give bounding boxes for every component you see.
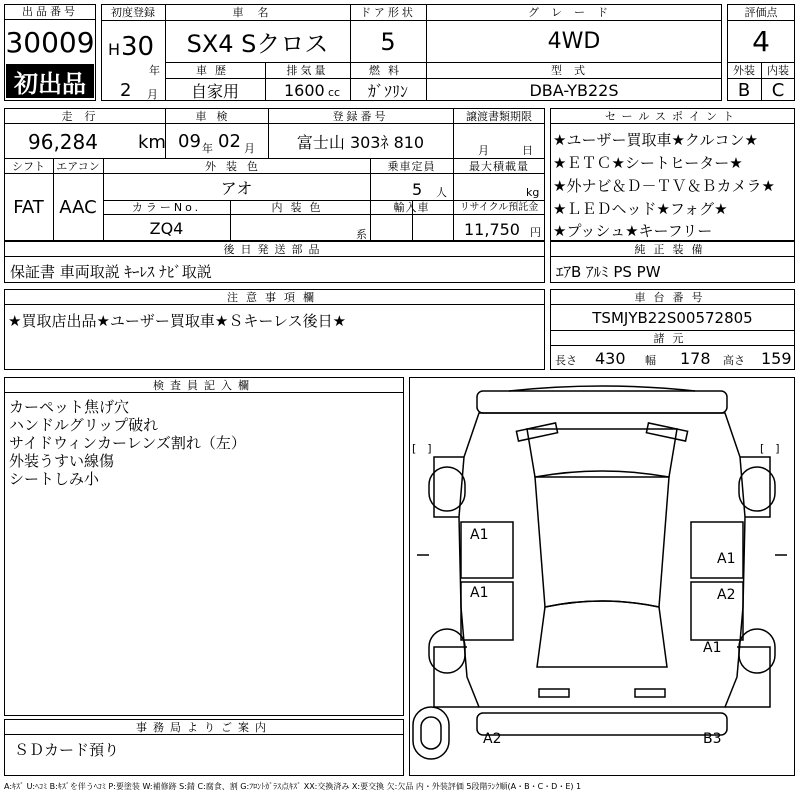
inspector-line: 外装うすい線傷 (9, 452, 115, 470)
ac-label: エアコン (56, 160, 100, 173)
history-label: 車歴 (196, 64, 234, 77)
car-diagram (409, 377, 795, 776)
mileage-label: 走行 (61, 110, 108, 123)
lot-label: 出品番号 (22, 5, 78, 18)
fuel: ｶﾞｿﾘﾝ (367, 81, 408, 101)
sales-line: ★外ナビ＆Ｄ－ＴＶ＆Ｂカメラ★ (553, 177, 775, 195)
interior-suffix: 系 (356, 228, 367, 241)
capacity-label: 乗車定員 (387, 160, 436, 173)
plate: 富士山 303ﾈ 810 (296, 132, 425, 152)
office-label: 事務局よりご案内 (136, 721, 272, 734)
length: 430 (595, 349, 626, 368)
bracket-left: [ ] (412, 442, 432, 455)
capacity-unit: 人 (436, 186, 447, 199)
first-listing-badge: 初出品 (6, 64, 94, 98)
damage-mark: A1 (703, 640, 722, 656)
inspector-line: サイドウィンカーレンズ割れ（左） (9, 434, 246, 452)
ac: AAC (59, 197, 97, 218)
transfer-day: 日 (522, 144, 533, 157)
width-label: 幅 (645, 354, 656, 367)
insp-year: 09 (178, 131, 201, 152)
office-text: ＳＤカード預り (14, 741, 120, 759)
ext-label: 外装 (733, 64, 755, 77)
sales-line: ★ＥＴＣ★シートヒーター★ (553, 154, 743, 172)
car-name-label: 車名 (232, 6, 283, 19)
fuel-label: 燃料 (369, 64, 407, 77)
chassis-label: 車台番号 (634, 291, 711, 304)
damage-mark: A1 (470, 527, 489, 543)
equipment-label: 純正装備 (634, 243, 711, 256)
height: 159 (761, 349, 792, 368)
color-no: ZQ4 (149, 218, 184, 238)
inspector-line: シートしみ小 (9, 470, 100, 488)
later-parts-text: 保証書 車両取説 ｷｰﾚｽ ﾅﾋﾞ取説 (10, 263, 212, 281)
damage-mark: A1 (717, 551, 736, 567)
damage-mark: B3 (703, 731, 722, 747)
equipment-text: ｴｱB ｱﾙﾐ PS PW (556, 263, 661, 281)
grade: 4WD (547, 29, 601, 54)
displacement: 1600 (284, 81, 325, 100)
lot-number: 30009 (5, 25, 95, 59)
model: DBA-YB22S (529, 80, 619, 100)
insp-month: 02 (218, 131, 241, 152)
mileage: 96,284 (28, 130, 98, 154)
displacement-label: 排気量 (286, 64, 329, 77)
recycle-label: リサイクル預託金 (459, 202, 539, 213)
int-label: 内装 (767, 64, 789, 77)
recycle: 11,750 (464, 220, 520, 239)
grade-label: グレード (528, 6, 620, 19)
month-unit: 月 (147, 88, 158, 101)
ext-grade: B (737, 79, 751, 101)
bracket-right: [ ] (760, 442, 780, 455)
reg-label: 初度登録 (111, 6, 155, 19)
era: H (108, 40, 121, 59)
reg-month: 2 (120, 80, 132, 101)
damage-mark: A2 (483, 731, 502, 747)
capacity: 5 (412, 180, 423, 199)
notes-text: ★買取店出品★ユーザー買取車★Ｓキーレス後日★ (8, 312, 347, 330)
import-label: 輸入車 (393, 201, 430, 214)
sales-line: ★ユーザー買取車★クルコン★ (553, 131, 758, 149)
score-label: 評価点 (744, 6, 778, 19)
interior-color-label: 内装色 (271, 201, 329, 214)
transfer-month: 月 (478, 144, 489, 157)
width: 178 (680, 349, 711, 368)
length-label: 長さ (555, 354, 577, 367)
reg-year: 30 (121, 32, 155, 62)
plate-label: 登録番号 (332, 110, 389, 123)
color-no-label: カラーNo. (131, 201, 202, 214)
shift-label: シフト (12, 160, 45, 173)
doors: 5 (380, 27, 396, 56)
yen-unit: 円 (530, 226, 541, 239)
score: 4 (752, 25, 770, 58)
dims-label: 諸元 (653, 332, 692, 345)
insp-year-unit: 年 (202, 142, 213, 155)
damage-mark: A1 (470, 585, 489, 601)
notes-label: 注意事項欄 (227, 291, 322, 304)
load-label: 最大積載量 (469, 160, 529, 173)
color-label: 外装色 (205, 160, 268, 173)
int-grade: C (771, 79, 785, 101)
km-unit: km (138, 132, 166, 153)
history: 自家用 (190, 81, 239, 101)
height-label: 高さ (723, 354, 745, 367)
inspector-label: 検査員記入欄 (153, 379, 255, 392)
car-name: SX4 Sクロス (186, 30, 329, 58)
insp-month-unit: 月 (244, 142, 255, 155)
inspector-line: カーペット焦げ穴 (9, 398, 130, 416)
later-parts-label: 後日発送部品 (223, 243, 326, 256)
door-label: ドア形状 (360, 6, 416, 19)
shift: FAT (13, 197, 44, 218)
chassis-number: TSMJYB22S00572805 (592, 308, 753, 327)
model-label: 型式 (551, 64, 597, 77)
damage-mark: A2 (717, 587, 736, 603)
transfer-label: 譲渡書類期限 (466, 110, 532, 123)
color: アオ (220, 178, 253, 198)
load-unit: kg (526, 186, 540, 199)
sales-line: ★ＬＥＤヘッド★フォグ★ (553, 200, 728, 218)
sales-label: セールスポイント (604, 110, 740, 123)
legend: A:ｷｽﾞ U:ﾍｺﾐ B:ｷｽﾞを伴うﾍｺﾐ P:要塗装 W:補修跡 S:錆 C:腐食、割 G:ﾌﾛﾝﾄｶﾞﾗｽ点ｷｽﾞ XX:交換済み X:要交換 欠:欠品 内・外装評価 5段階ﾗﾝｸ順(A・B・C・D・E) 1 (4, 782, 582, 791)
inspection-label: 車検 (195, 110, 238, 123)
cc-unit: cc (328, 86, 341, 99)
year-unit: 年 (149, 64, 160, 77)
inspector-line: ハンドルグリップ破れ (9, 416, 159, 434)
sales-line: ★プッシュ★キーフリー (553, 222, 713, 240)
